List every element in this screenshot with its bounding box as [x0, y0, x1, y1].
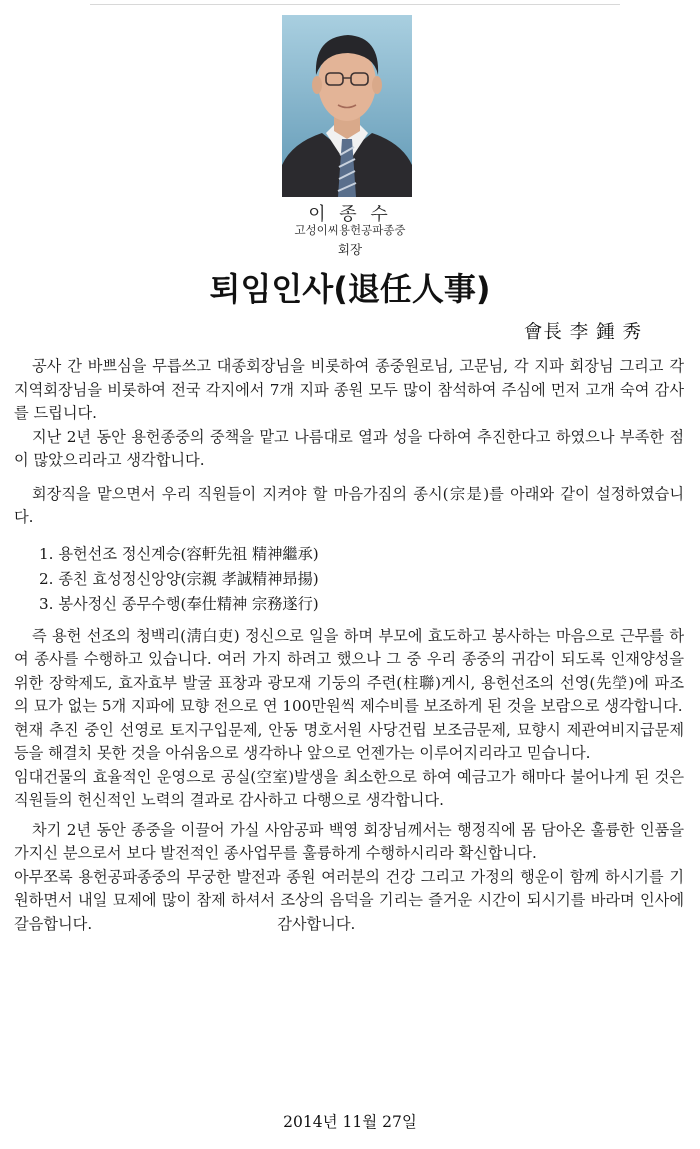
page-title: 퇴임인사(退任人事) — [209, 270, 491, 308]
list-item: 1. 용헌선조 정신계승(容軒先祖 精神繼承) — [39, 544, 319, 563]
paragraph: 회장직을 맡으면서 우리 직원들이 지켜야 할 마음가짐의 종시(宗是)를 아래와 같이 설정하였습니다. — [14, 484, 684, 526]
paragraph: 지난 2년 동안 용헌종중의 중책을 맡고 나름대로 열과 성을 다하여 추진한다고 하였으나 부족한 점이 많았으리라고 생각합니다. — [14, 427, 684, 469]
closing-paragraph-text: 아무쪼록 용헌공파종중의 무궁한 발전과 종원 여러분의 건강 그리고 가정의 행운이 함께 하시기를 기원하면서 내일 묘제에 많이 참제 하셔서 조상의 음덕을 기리는 즐거운 시간이 되시기를 바라며 인사에 갈음합니다. — [14, 867, 684, 933]
paragraph: 임대건물의 효율적인 운영으로 공실(空室)발생을 최소한으로 하여 예금고가 해마다 불어나게 된 것은 직원들의 헌신적인 노력의 결과로 감사하고 다행으로 생각합니다. — [14, 767, 684, 809]
top-divider — [90, 4, 620, 5]
person-name: 이 종 수 — [308, 204, 392, 225]
letter-body — [14, 355, 684, 936]
paragraph: 현재 추진 중인 선영로 토지구입문제, 안동 명호서원 사당건립 보조금문제, 묘향시 제관여비지급문제 등을 해결치 못한 것을 아쉬움으로 생각하나 앞으로 언젠가는 이루어지리라고 믿습니다. — [14, 720, 684, 762]
closing-thanks: 감사합니다. — [277, 914, 356, 933]
author-signature: 會長 李 鍾 秀 — [523, 322, 642, 343]
paragraph: 즉 용헌 선조의 청백리(淸白吏) 정신으로 일을 하며 부모에 효도하고 봉사하는 마음으로 근무를 하여 종사를 수행하고 있습니다. 여러 가지 하려고 했으나 그 중 우리 종중의 귀감이 되도록 인재양성을 위한 장학제도, 효자효부 발굴 표창과 광모재 기둥의 주련(柱聯)게시, 용헌선조의 선영(先塋)에 파조의 묘가 없는 5개 지파에 묘향 전으로 연 100만원씩 제수비를 보조하게 된 것을 보람으로 생각합니다. — [14, 626, 684, 715]
portrait-photo — [282, 15, 412, 197]
person-role: 회장 — [337, 242, 363, 257]
letter-date: 2014년 11월 27일 — [283, 1113, 417, 1131]
principles-list — [39, 542, 684, 617]
paragraph: 공사 간 바쁘심을 무릅쓰고 대종회장님을 비롯하여 종중원로님, 고문님, 각 지파 회장님 그리고 각 지역회장님을 비롯하여 전국 각지에서 7개 지파 종원 모두 많이 참석하여 주심에 먼저 고개 숙여 감사를 드립니다. — [14, 357, 684, 422]
list-item: 3. 봉사정신 종무수행(奉仕精神 宗務遂行) — [39, 594, 319, 613]
list-item: 2. 종친 효성정신앙양(宗親 孝誠精神昻揚) — [39, 569, 319, 588]
organization-name: 고성이씨용헌공파종중 — [294, 223, 406, 237]
paragraph — [14, 866, 684, 937]
paragraph: 차기 2년 동안 종중을 이끌어 가실 사암공파 백영 회장님께서는 행정직에 몸 담아온 훌륭한 인품을 가지신 분으로서 보다 발전적인 종사업무를 훌륭하게 수행하시리라 확신합니다. — [14, 820, 684, 862]
